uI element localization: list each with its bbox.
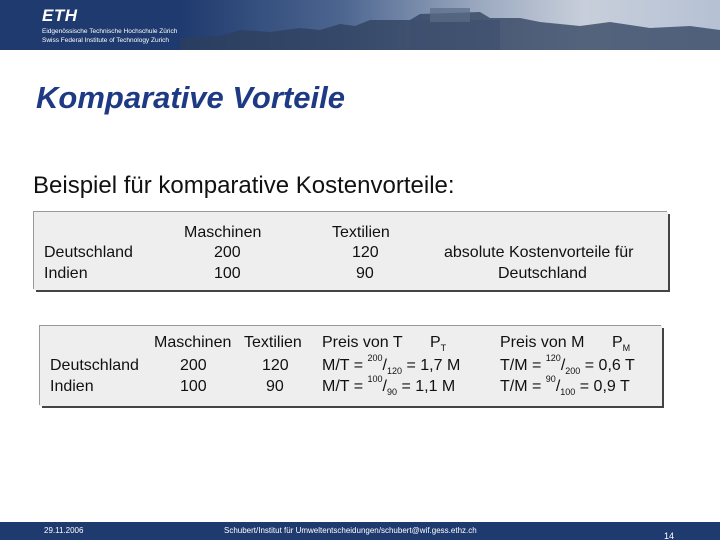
slide-title: Komparative Vorteile [36, 80, 345, 115]
header-textilien: Textilien [332, 224, 390, 241]
price-m-deutschland: $T/M = ^{120}/_{200} = 0,6$ T [500, 353, 635, 376]
row-country-deutschland: Deutschland [50, 357, 139, 374]
price-t-deutschland: $M/T = ^{200}/_{120} = 1,7$ M [322, 353, 461, 376]
cost-table [34, 212, 668, 290]
header-banner [0, 0, 720, 50]
cell-textilien-indien: 90 [266, 378, 284, 395]
cell-textilien-deutschland: 120 [352, 244, 379, 261]
note-country: Deutschland [498, 265, 587, 282]
cell-maschinen-deutschland: 200 [214, 244, 241, 261]
slide-subtitle: Beispiel für komparative Kostenvorteile: [33, 172, 455, 199]
comparative-cost-table [40, 326, 662, 406]
row-country-indien: Indien [44, 265, 88, 282]
cell-textilien-indien: 90 [356, 265, 374, 282]
institution-name-de: Eidgenössische Technische Hochschule Zürich [42, 28, 178, 35]
cell-maschinen-indien: 100 [214, 265, 241, 282]
price-t-indien: $M/T = ^{100}/_{90} = 1,1$ M [322, 374, 456, 397]
header-maschinen: Maschinen [154, 334, 232, 351]
row-country-indien: Indien [50, 378, 94, 395]
cell-maschinen-indien: 100 [180, 378, 207, 395]
header-pt: $P_T$ [430, 334, 447, 353]
price-m-indien: $T/M = ^{90}/_{100} = 0,9$ T [500, 374, 630, 397]
cell-textilien-deutschland: 120 [262, 357, 289, 374]
header-preis-t: Preis von T [322, 334, 403, 351]
footer-author-info: Schubert/Institut für Umweltentscheidungen/schubert@wif.gess.ethz.ch [224, 526, 477, 535]
header-photo [180, 0, 720, 50]
slide-footer [0, 522, 720, 540]
building-silhouette [180, 0, 720, 50]
eth-logo: ETH [42, 6, 78, 25]
header-pm: $P_M$ [612, 334, 631, 353]
header-maschinen: Maschinen [184, 224, 262, 241]
row-country-deutschland: Deutschland [44, 244, 133, 261]
cell-maschinen-deutschland: 200 [180, 357, 207, 374]
page-number: 14 [664, 531, 675, 541]
header-preis-m: Preis von M [500, 334, 585, 351]
footer-date: 29.11.2006 [44, 526, 84, 535]
institution-name-en: Swiss Federal Institute of Technology Zurich [42, 37, 170, 44]
note-absolute-advantage: absolute Kostenvorteile für [444, 244, 634, 261]
header-textilien: Textilien [244, 334, 302, 351]
